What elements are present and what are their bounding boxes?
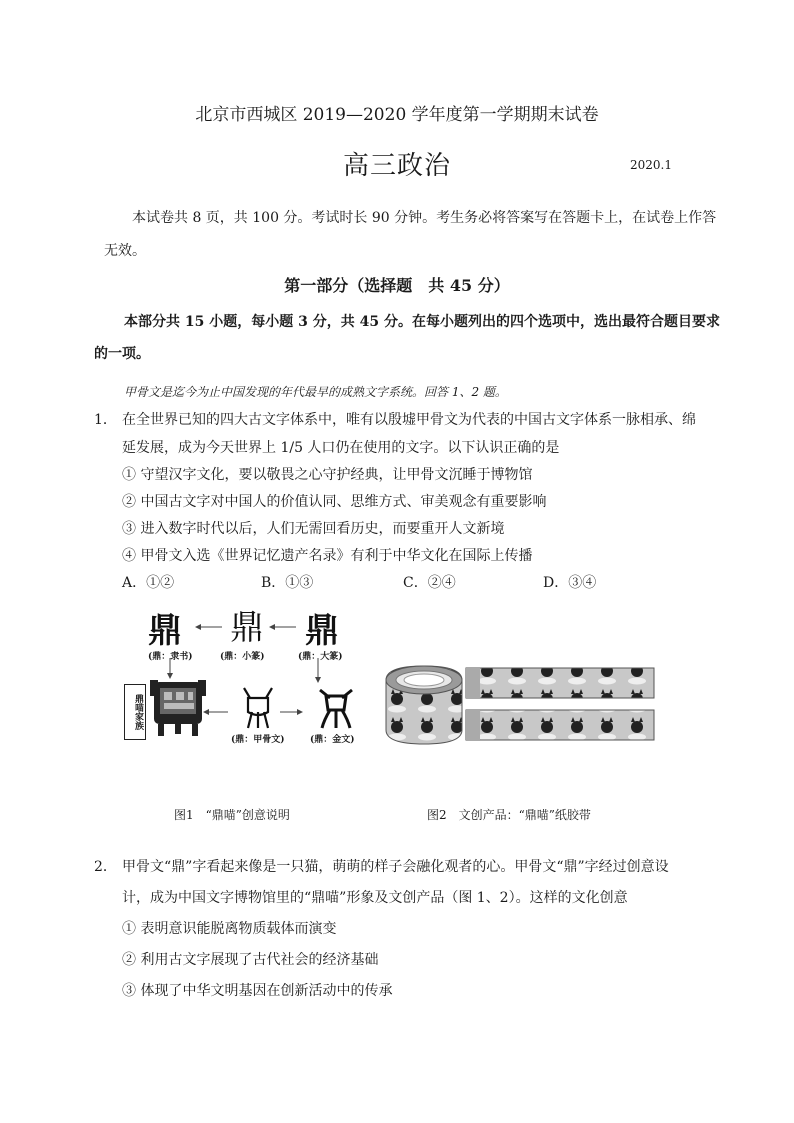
label-jiaguwen: (鼎：甲骨文) [231, 735, 285, 745]
question-2-stem-1: 甲骨文“鼎”字看起来像是一只猫，萌萌的样子会融化观者的心。甲骨文“鼎”字经过创意设 [122, 859, 669, 875]
oracle-ding-glyph-icon [238, 684, 278, 730]
question-1-option-d: D．③④ [543, 575, 597, 591]
question-1-item-2: ② 中国古文字对中国人的价值认同、思维方式、审美观念有重要影响 [122, 494, 547, 510]
subject-title: 高三政治 [342, 151, 451, 181]
question-1-stem-2: 延发展，成为今天世界上 1/5 人口仍在使用的文字。以下认识正确的是 [122, 440, 560, 456]
figure-1-caption: 图1 “鼎喵”创意说明 [174, 808, 290, 822]
label-dazhuan: (鼎：大篆) [298, 652, 343, 662]
question-2-item-3: ③ 体现了中华文明基因在创新活动中的传承 [122, 983, 393, 999]
part-one-instruction-2: 的一项。 [94, 346, 150, 362]
glyph-kaishu: 鼎 [148, 611, 182, 651]
label-xiaozhuan: (鼎：小篆) [220, 652, 265, 662]
question-1-number: 1． [94, 412, 117, 428]
exam-date: 2020.1 [630, 158, 672, 172]
question-1-item-4: ④ 甲骨文入选《世界记忆遗产名录》有利于中华文化在国际上传播 [122, 548, 533, 564]
glyph-dazhuan: 鼎 [305, 611, 339, 651]
part-one-instruction-1: 本部分共 15 小题，每小题 3 分，共 45 分。在每小题列出的四个选项中，选出最符合题目要求 [124, 314, 720, 330]
question-1-item-3: ③ 进入数字时代以后，人们无需回看历史，而要重开人文新境 [122, 521, 505, 537]
figure-2-caption: 图2 文创产品：“鼎喵”纸胶带 [427, 808, 591, 822]
question-1-option-b: B．①③ [261, 575, 314, 591]
bronze-ding-glyph-icon [316, 684, 356, 730]
label-jinwen: (鼎：金文) [310, 735, 355, 745]
figure-2-tape-image [382, 660, 658, 750]
ding-cauldron-icon [150, 678, 206, 740]
label-kaishu: (鼎：隶书) [148, 652, 193, 662]
part-one-title: 第一部分（选择题 共 45 分） [284, 276, 510, 295]
question-1-item-1: ① 守望汉字文化，要以敬畏之心守护经典，让甲骨文沉睡于博物馆 [122, 467, 533, 483]
glyph-xiaozhuan: 鼎 [230, 608, 264, 648]
intro-line-2: 无效。 [104, 243, 146, 259]
question-1-option-a: A．①② [122, 575, 175, 591]
question-2-number: 2． [94, 859, 117, 875]
question-1-stem-1: 在全世界已知的四大古文字体系中，唯有以殷墟甲骨文为代表的中国古文字体系一脉相承、绵 [122, 412, 696, 428]
exam-header: 北京市西城区 2019—2020 学年度第一学期期末试卷 [195, 105, 599, 125]
question-2-stem-2: 计，成为中国文字博物馆里的“鼎喵”形象及文创产品（图 1、2）。这样的文化创意 [122, 890, 628, 906]
stamp-box: 鼎喵家族 [124, 684, 146, 740]
material-text: 甲骨文是迄今为止中国发现的年代最早的成熟文字系统。回答 1、2 题。 [124, 385, 507, 399]
question-1-option-c: C．②④ [403, 575, 456, 591]
intro-line-1: 本试卷共 8 页，共 100 分。考试时长 90 分钟。考生务必将答案写在答题卡上，在试卷上作答 [132, 210, 717, 226]
question-2-item-1: ① 表明意识能脱离物质载体而演变 [122, 921, 337, 937]
question-2-item-2: ② 利用古文字展现了古代社会的经济基础 [122, 952, 379, 968]
